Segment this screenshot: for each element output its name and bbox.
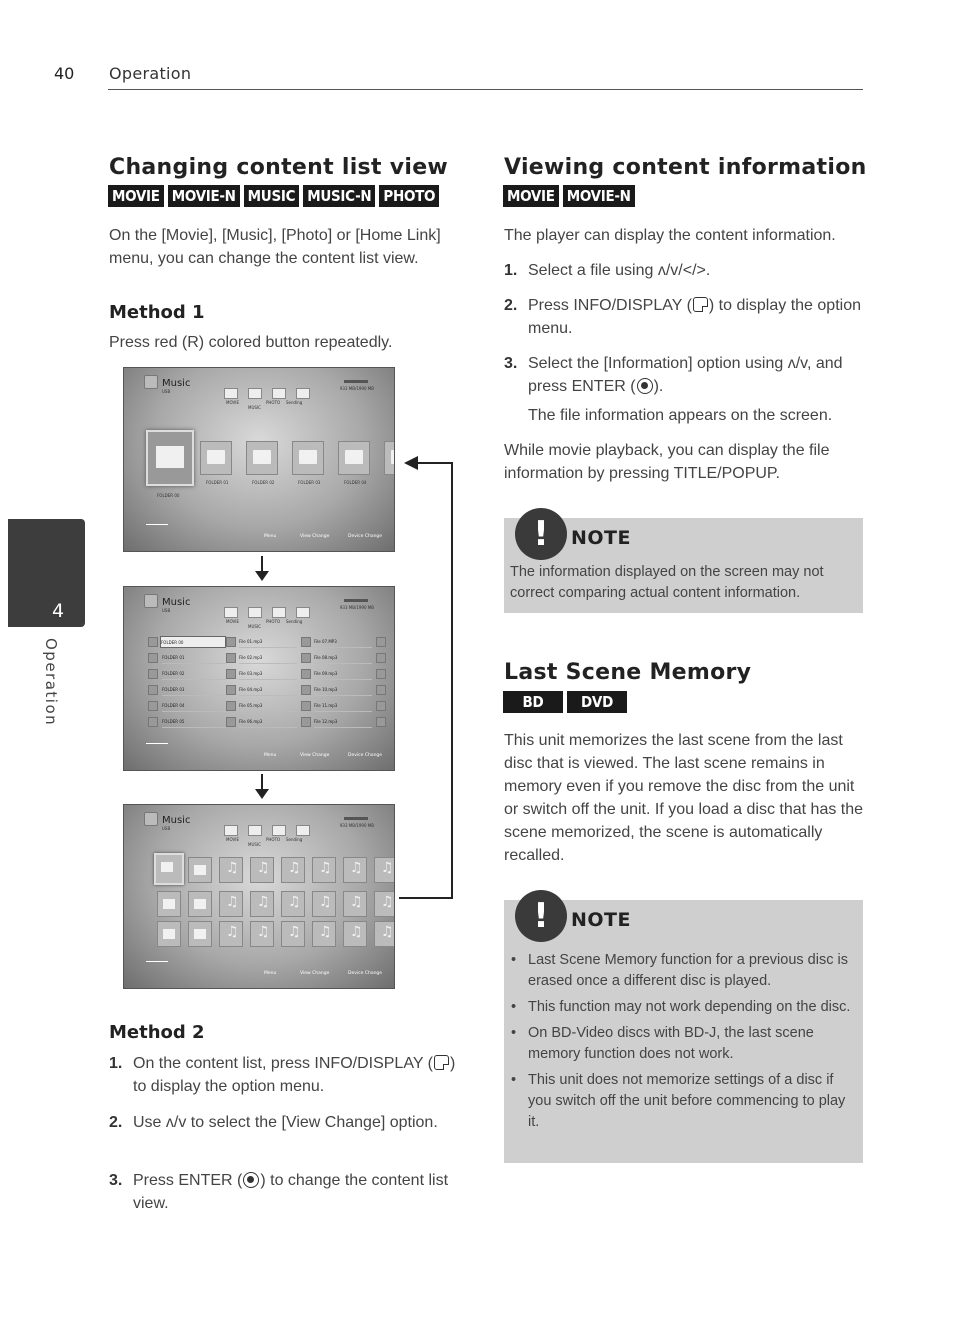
tab-caption-sending: Sending [286,400,303,405]
last-scene-text: This unit memorizes the last scene from the last disc that is viewed. The last scene remains in memory even if you remove the disc from the unit or switch off the unit. If you load a disc that has the scene memorized, the scene is automatically recalled. [504,732,864,864]
footer-view-change: View Change [300,753,330,758]
arrow-down-shaft [261,774,263,790]
folder-big-label: FOLDER 00 [157,493,180,498]
step-text: Select a file using ʌ/v/</>. [528,262,711,279]
music-file-icon [226,669,236,679]
list-row: FOLDER 05 [162,716,226,728]
folder-icon-selected [154,853,184,885]
folder-icon [188,921,212,947]
list-row: File 09.mp3 [314,668,372,680]
music-file-icon [226,653,236,663]
info-step-1 [504,259,864,282]
step-number: 1. [504,262,518,279]
footer-device-change: Device Change [348,753,383,758]
music-tab-icon [248,825,262,836]
section-title-content-list-view: Changing content list view [109,155,449,180]
music-file-icon [226,717,236,727]
step-number: 3. [109,1172,123,1189]
chapter-label: Operation [42,638,60,727]
shot-subtitle: USB [162,389,171,394]
step-text: Press ENTER ( [133,1172,243,1189]
badge-photo: PHOTO [379,185,439,207]
music-file-icon [374,857,395,883]
folder-icon [148,717,158,727]
folder-label: FOLDER 03 [298,480,321,485]
music-file-icon [343,921,367,947]
arrow-down-head [255,571,269,581]
screenshot-thumbnail-view [123,367,395,552]
folder-label: FOLDER 01 [206,480,229,485]
photo-tab-icon [272,607,286,618]
tab-caption-sending: Sending [286,619,303,624]
tab-caption-photo: PHOTO [266,400,281,405]
music-file-icon [250,857,274,883]
sending-tab-icon [296,388,310,399]
music-file-icon [312,857,336,883]
enter-icon [637,378,653,394]
progress-line [146,743,168,744]
step-number: 3. [504,355,518,372]
list-row: File 10.mp3 [314,684,372,696]
tab-caption-movie: MOVIE [226,619,239,624]
list-row: File 01.mp3 [239,636,297,648]
folder-icon [200,441,232,475]
music-icon [144,812,158,826]
capacity-text: 933 MB/1990 MB [339,823,374,828]
arrow-left-head [404,456,418,470]
folder-icon [292,441,324,475]
method1-text: Press red (R) colored button repeatedly. [109,334,393,351]
music-file-icon [281,857,305,883]
music-file-icon [219,891,243,917]
sending-tab-icon [296,825,310,836]
note-label: NOTE [571,909,631,931]
exclamation-icon: ! [515,890,567,942]
screenshot-grid-view [123,804,395,989]
music-file-icon [226,637,236,647]
section-title-last-scene-memory: Last Scene Memory [504,660,752,685]
list-row: File 06.mp3 [239,716,297,728]
step-text: ) to change the content list view. [133,1172,449,1212]
tab-caption-photo: PHOTO [266,837,281,842]
header-title: Operation [109,64,192,83]
list-row: FOLDER 03 [162,684,226,696]
folder-icon [148,669,158,679]
page-number: 40 [54,64,75,83]
note-item: • This unit does not memorize settings of a disc if you switch off the unit before commencing to play it. [508,1070,856,1133]
tab-caption-music: MUSIC [248,405,261,410]
footer-view-change: View Change [300,534,330,539]
step-text: On the content list, press INFO/DISPLAY ( [133,1055,433,1072]
footer-menu: Menu [264,534,277,539]
footer-menu: Menu [264,753,277,758]
music-file-icon [376,637,386,647]
music-file-icon [301,669,311,679]
step-number: 2. [504,297,518,314]
last-scene-badges [503,691,627,713]
music-file-icon [281,921,305,947]
music-file-icon [343,891,367,917]
badge-music: MUSIC [244,185,300,207]
music-file-icon [374,921,395,947]
progress-line [146,961,168,962]
folder-icon [188,891,212,917]
shot-title: Music [162,815,191,826]
section-title-content-information: Viewing content information [504,155,867,180]
list-row-selected: FOLDER 00 [160,636,226,648]
footer-device-change: Device Change [348,971,383,976]
step-text: Press INFO/DISPLAY ( [528,297,692,314]
info-display-icon [693,297,708,312]
arrow-down-head [255,789,269,799]
list-row: FOLDER 04 [162,700,226,712]
music-icon [144,594,158,608]
movie-tab-icon [224,388,238,399]
photo-tab-icon [272,388,286,399]
badge-movie-n: MOVIE-N [168,185,240,207]
folder-icon [148,637,158,647]
music-file-icon [226,701,236,711]
shot-subtitle: USB [162,826,171,831]
music-file-icon [301,637,311,647]
list-row: File 03.mp3 [239,668,297,680]
info-display-icon [434,1055,449,1070]
music-file-icon [250,891,274,917]
folder-icon-selected [146,430,194,486]
screenshot-list-view [123,586,395,771]
list-row: FOLDER 02 [162,668,226,680]
progress-line [146,524,168,525]
folder-icon [148,701,158,711]
note-item: • On BD-Video discs with BD-J, the last scene memory function does not work. [508,1023,856,1065]
method1-title: Method 1 [109,302,205,323]
shot-title: Music [162,597,191,608]
footer-view-change: View Change [300,971,330,976]
folder-icon [148,653,158,663]
folder-icon [157,891,181,917]
info-step-2 [504,294,864,340]
music-file-icon [312,921,336,947]
music-file-icon [219,921,243,947]
folder-label: FOLDER 02 [252,480,275,485]
badge-movie: MOVIE [503,185,559,207]
movie-tab-icon [224,825,238,836]
step-text: ). [653,378,664,395]
connector-top [416,462,453,464]
music-tab-icon [248,388,262,399]
folder-icon [246,441,278,475]
folder-icon [384,441,395,475]
folder-icon [338,441,370,475]
music-file-icon [226,685,236,695]
folder-icon [188,857,212,883]
tab-caption-photo: PHOTO [266,619,281,624]
music-file-icon [374,891,395,917]
folder-icon [157,921,181,947]
enter-icon [243,1172,259,1188]
shot-subtitle: USB [162,608,171,613]
left-intro: On the [Movie], [Music], [Photo] or [Home Link] menu, you can change the content list view. [109,227,441,267]
info-step-3 [504,352,864,398]
note-item: • This function may not work depending on the disc. [508,997,856,1018]
music-file-icon [376,717,386,727]
right-badges [503,185,635,207]
step-text: Select the [Information] option using ʌ/v, and press ENTER ( [528,355,843,395]
method2-title: Method 2 [109,1022,205,1043]
note-list [508,950,856,1138]
movie-tab-icon [224,607,238,618]
music-file-icon [250,921,274,947]
connector-vertical [451,462,453,899]
folder-icon [148,685,158,695]
chapter-tab [8,519,85,627]
capacity-bar [344,380,368,383]
music-file-icon [301,717,311,727]
chapter-number: 4 [52,600,65,622]
list-row: File 07.MP3 [314,636,372,648]
music-file-icon [376,685,386,695]
shot-tabs [224,607,310,618]
music-tab-icon [248,607,262,618]
badge-music-n: MUSIC-N [303,185,375,207]
list-row: File 12.mp3 [314,716,372,728]
tab-caption-sending: Sending [286,837,303,842]
music-file-icon [343,857,367,883]
connector-bottom [399,897,453,899]
list-row: File 04.mp3 [239,684,297,696]
music-file-icon [281,891,305,917]
tab-caption-movie: MOVIE [226,837,239,842]
method2-step-1 [109,1052,471,1098]
method2-step-2 [109,1111,471,1134]
left-badges [108,185,439,207]
playback-text: While movie playback, you can display the file information by pressing TITLE/POPUP. [504,442,830,482]
step-number: 1. [109,1055,123,1072]
music-file-icon [376,701,386,711]
tab-caption-music: MUSIC [248,624,261,629]
music-file-icon [312,891,336,917]
shot-tabs [224,825,310,836]
list-row: File 08.mp3 [314,652,372,664]
list-row: FOLDER 01 [162,652,226,664]
step-number: 2. [109,1114,123,1131]
capacity-text: 933 MB/1990 MB [339,386,374,391]
capacity-bar [344,599,368,602]
badge-bd: BD [503,691,563,713]
shot-title: Music [162,378,191,389]
note-text: The information displayed on the screen may not correct comparing actual content information. [510,564,824,601]
music-file-icon [301,685,311,695]
method2-step-3 [109,1169,471,1215]
footer-menu: Menu [264,971,277,976]
note-item: • Last Scene Memory function for a previous disc is erased once a different disc is played. [508,950,856,992]
music-file-icon [376,669,386,679]
folder-label: FOLDER 04 [344,480,367,485]
right-intro: The player can display the content information. [504,227,836,244]
exclamation-icon: ! [515,508,567,560]
step3-result: The file information appears on the screen. [528,407,833,424]
step-text: ) to display the option menu. [133,1055,456,1095]
music-file-icon [219,857,243,883]
step-text: Use ʌ/v to select the [View Change] option. [133,1114,438,1131]
music-icon [144,375,158,389]
list-row: File 05.mp3 [239,700,297,712]
shot-tabs [224,388,310,399]
badge-dvd: DVD [567,691,627,713]
footer-device-change: Device Change [348,534,383,539]
tab-caption-music: MUSIC [248,842,261,847]
music-file-icon [376,653,386,663]
badge-movie-n: MOVIE-N [563,185,635,207]
sending-tab-icon [296,607,310,618]
tab-caption-movie: MOVIE [226,400,239,405]
music-file-icon [301,701,311,711]
badge-movie: MOVIE [108,185,164,207]
note-label: NOTE [571,527,631,549]
arrow-down-shaft [261,556,263,572]
music-file-icon [301,653,311,663]
capacity-text: 933 MB/1990 MB [339,605,374,610]
step-text: ) to display the option menu. [528,297,861,337]
capacity-bar [344,817,368,820]
header-rule [108,89,863,90]
list-row: File 11.mp3 [314,700,372,712]
photo-tab-icon [272,825,286,836]
list-row: File 02.mp3 [239,652,297,664]
